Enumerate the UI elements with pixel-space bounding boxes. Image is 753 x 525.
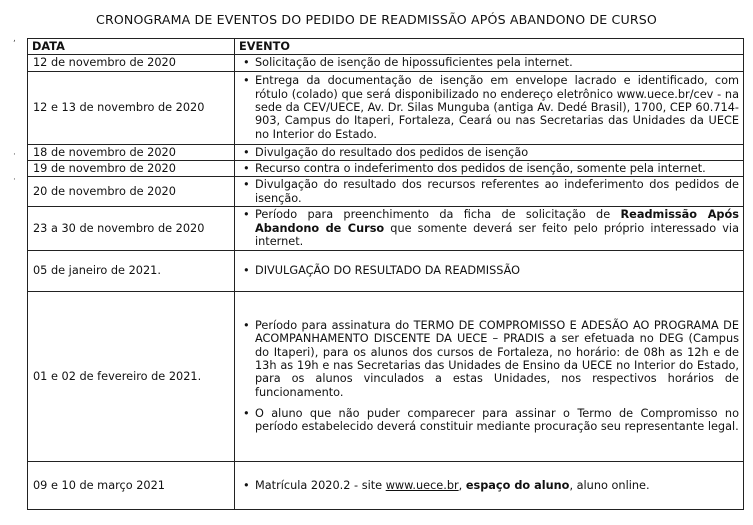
event-text	[255, 479, 739, 492]
table-header-row	[28, 39, 744, 55]
event-cell	[235, 461, 744, 509]
bullet: •	[243, 478, 250, 492]
site-link[interactable]: www.uece.br	[385, 478, 459, 492]
event-date: 09 e 10 de março 2021	[28, 461, 235, 509]
event-text: Entrega da documentação de isenção em envelope lacrado e identificado, com rótulo (colado) que será disponibilizado no endereço eletrônico www.uece.br/cev - na sede da CEV/UECE, Av. Dr. Silas Munguba (antiga Av. Dedé Brasil), 1700, CEP 60.714-903, Campus do Itaperi, Fortaleza, Ceará ou nas Secretarias das Unidades da UECE no Interior do Estado.	[255, 74, 739, 141]
bullet: •	[243, 161, 250, 175]
table-row	[28, 144, 744, 160]
margin-mark: ·	[13, 175, 16, 185]
table-row	[28, 250, 744, 291]
bullet: •	[243, 319, 250, 333]
event-text: Divulgação do resultado dos recursos referentes ao indeferimento dos pedidos de isenção.	[255, 178, 739, 205]
event-text: Divulgação do resultado dos pedidos de isenção	[255, 145, 529, 159]
event-text: DIVULGAÇÃO DO RESULTADO DA READMISSÃO	[255, 264, 521, 278]
event-date: 19 de novembro de 2020	[28, 160, 235, 176]
event-cell	[235, 55, 744, 71]
event-cell	[235, 144, 744, 160]
event-text: Solicitação de isenção de hipossuficientes pela internet.	[255, 56, 573, 70]
event-cell	[235, 250, 744, 291]
event-date: 05 de janeiro de 2021.	[28, 250, 235, 291]
event-text-emphasis: espaço do aluno	[465, 478, 570, 492]
table-row	[28, 160, 744, 176]
margin-mark: ·	[13, 150, 16, 160]
event-text-part: ,	[458, 478, 466, 492]
bullet: •	[243, 74, 250, 88]
table-row	[28, 55, 744, 71]
event-date: 12 de novembro de 2020	[28, 55, 235, 71]
event-cell	[235, 206, 744, 250]
column-header-data: DATA	[28, 39, 235, 55]
bullet: •	[243, 178, 250, 192]
margin-mark: ,	[13, 34, 16, 44]
event-text: Recurso contra o indeferimento dos pedidos de isenção, somente pela internet.	[255, 161, 706, 175]
event-date: 12 e 13 de novembro de 2020	[28, 71, 235, 144]
page-title: CRONOGRAMA DE EVENTOS DO PEDIDO DE READMISSÃO APÓS ABANDONO DE CURSO	[96, 12, 657, 27]
event-cell	[235, 177, 744, 207]
event-text-part: Matrícula 2020.2 - site	[255, 478, 386, 492]
table-row	[28, 291, 744, 461]
event-cell	[235, 71, 744, 144]
schedule-table	[27, 38, 744, 510]
event-cell	[235, 160, 744, 176]
table-row	[28, 461, 744, 509]
event-text-part: Período para preenchimento da ficha de solicitação de	[255, 208, 621, 222]
bullet: •	[243, 56, 250, 70]
event-text-part: , aluno online.	[569, 478, 650, 492]
event-date: 23 a 30 de novembro de 2020	[28, 206, 235, 250]
table-row	[28, 177, 744, 207]
event-text-emphasis: Readmissão Após Abandono de Curso	[255, 208, 740, 235]
event-date: 01 e 02 de fevereiro de 2021.	[28, 291, 235, 461]
bullet: •	[243, 407, 250, 421]
bullet: •	[243, 264, 250, 278]
table-row	[28, 71, 744, 144]
event-text: O aluno que não puder comparecer para assinar o Termo de Compromisso no período estabelecido deverá constituir mediante procuração seu representante legal.	[255, 407, 739, 434]
event-text: Período para assinatura do TERMO DE COMPROMISSO E ADESÃO AO PROGRAMA DE ACOMPANHAMENTO DISCENTE DA UECE – PRADIS a ser efetuada no DEG (Campus do Itaperi), para os alunos dos cursos de Fortaleza, no horário: de 08h as 12h e de 13h as 19h e nas Secretarias das Unidades de Ensino da UECE no Interior do Estado, para os alunos vinculados a estas Unidades, nos respectivos horários de funcionamento.	[255, 319, 739, 399]
column-header-evento: EVENTO	[235, 39, 744, 55]
bullet: •	[243, 145, 250, 159]
event-text	[255, 208, 739, 248]
event-date: 20 de novembro de 2020	[28, 177, 235, 207]
table-row	[28, 206, 744, 250]
bullet: •	[243, 208, 250, 222]
event-cell	[235, 291, 744, 461]
event-date: 18 de novembro de 2020	[28, 144, 235, 160]
event-text-part: que somente deverá ser feito pelo próprio interessado via internet.	[255, 221, 739, 249]
